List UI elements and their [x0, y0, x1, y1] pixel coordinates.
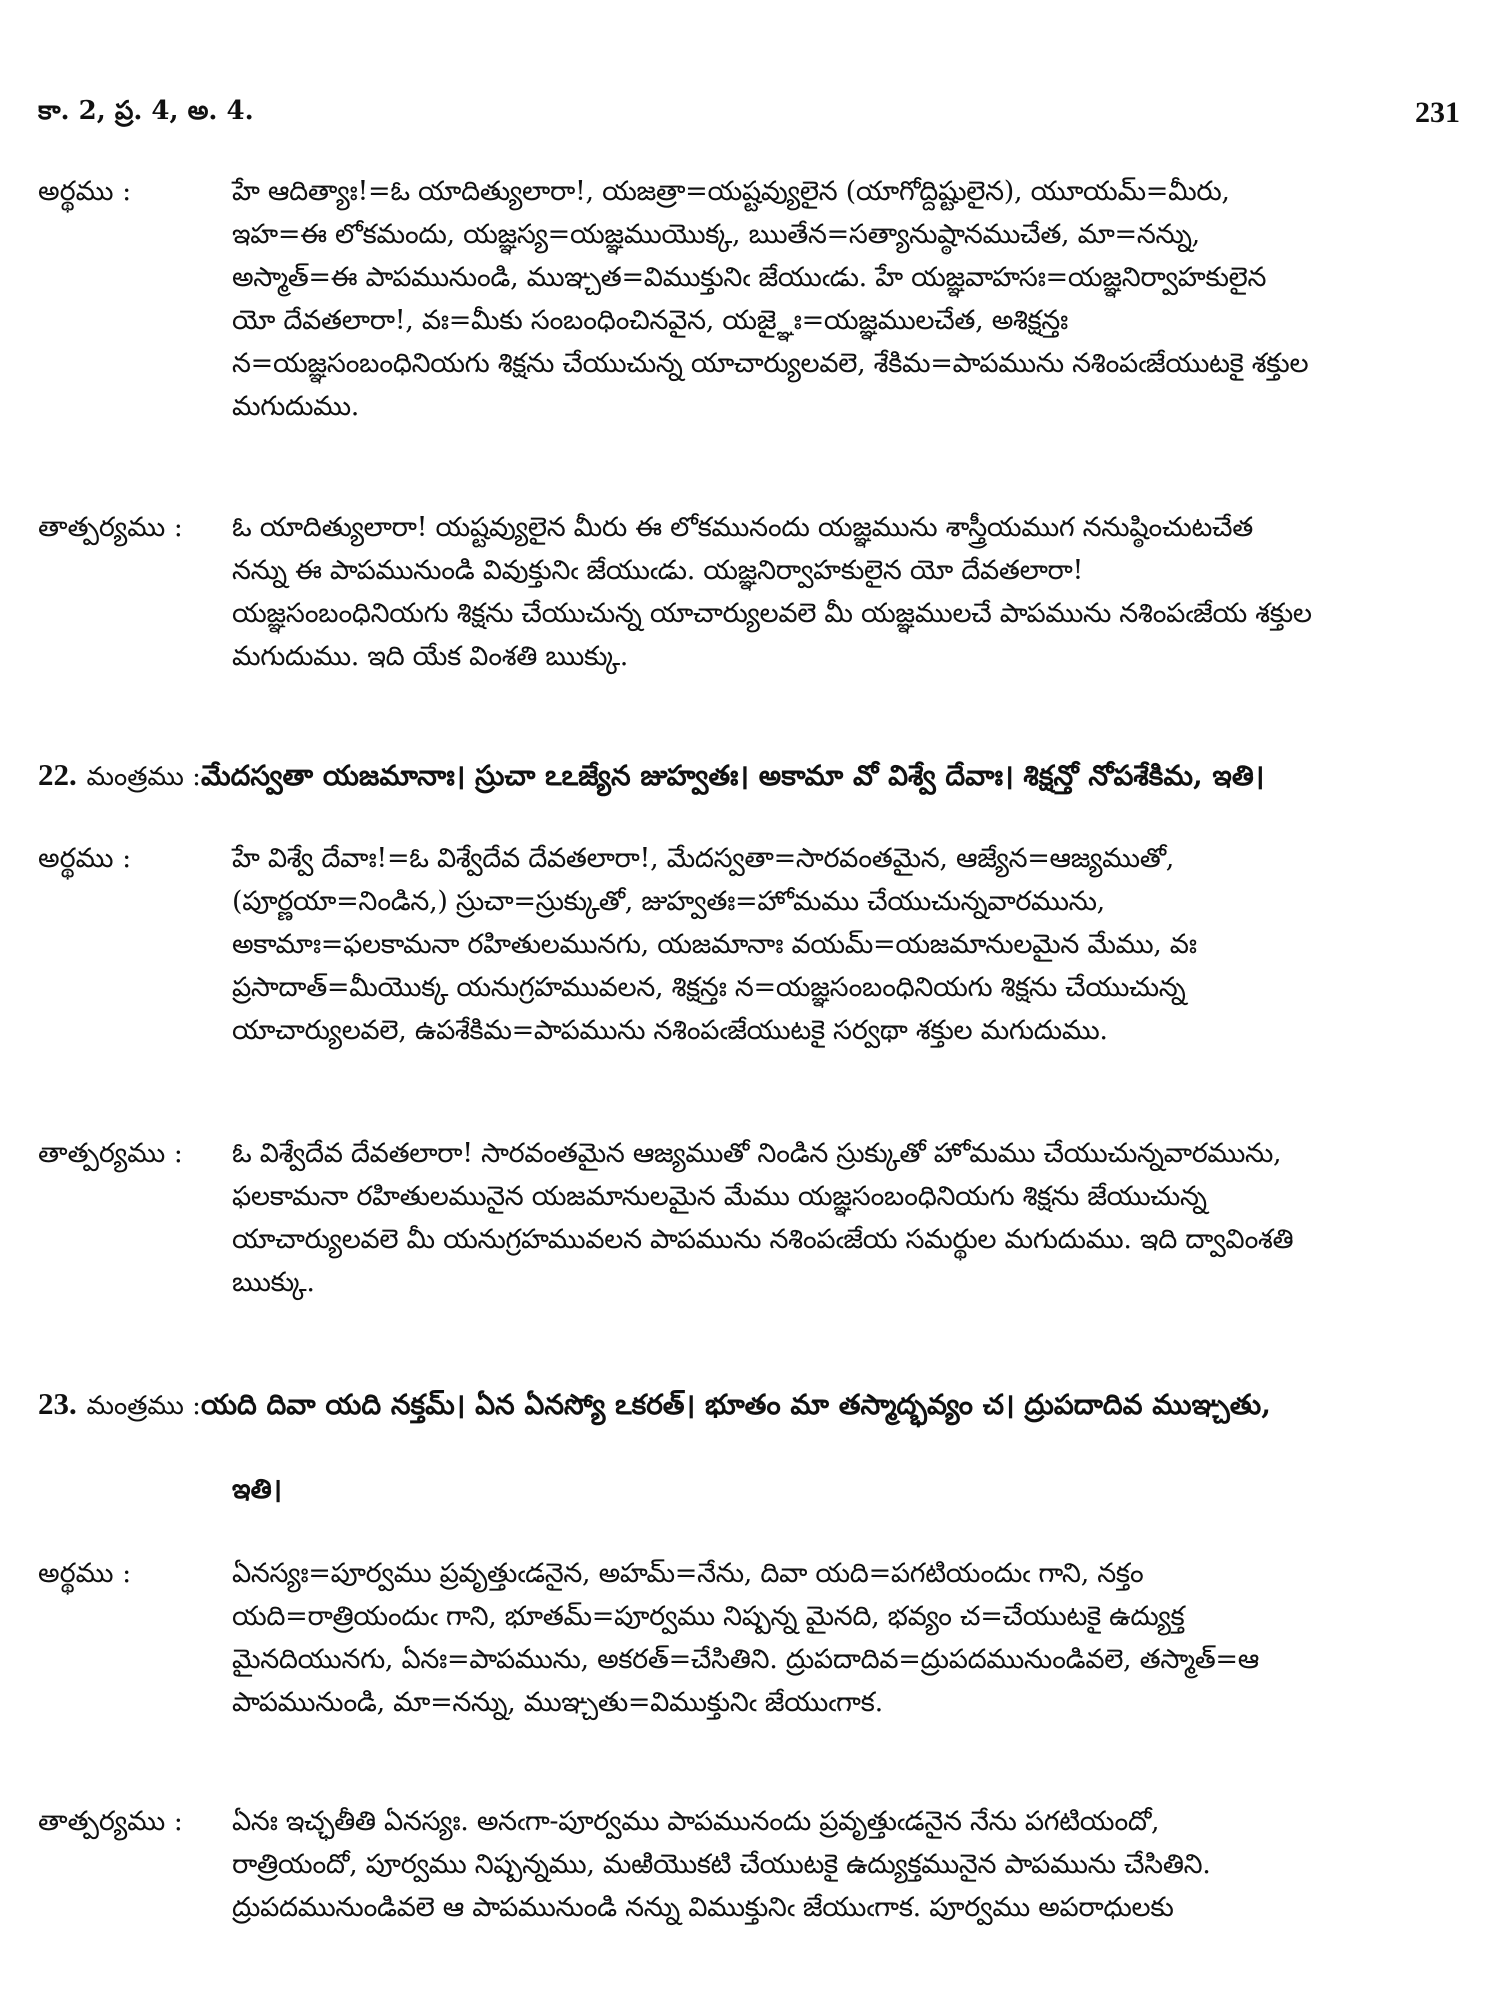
mantra-number: 22. [38, 757, 77, 792]
page-number: 231 [1415, 96, 1460, 129]
mantra-label: మంత్రము : [86, 1391, 201, 1421]
text-line: (పూర్ణయా=నిండిన,) స్రుచా=స్రుక్కుతో, జుహ్వతః=హోమము చేయుచున్నవారమును, [232, 886, 1105, 917]
block-text [232, 170, 1458, 428]
text-line: యాచార్యులవలె మీ యనుగ్రహమువలన పాపమును నశింపఁజేయ సమర్థుల మగుదుము. ఇది ద్వావింశతి [232, 1224, 1294, 1255]
text-line: యాచార్యులవలె, ఉపశేకిమ=పాపమును నశింపఁజేయుటకై సర్వథా శక్తుల మగుదుము. [232, 1015, 1108, 1046]
mantra-22 [38, 753, 1468, 799]
text-line: ప్రసాదాత్=మీయొక్క యనుగ్రహమువలన, శిక్షన్తః న=యజ్ఞసంబంధినియగు శిక్షను చేయుచున్న [232, 972, 1186, 1003]
text-line: ఋక్కు. [232, 1267, 315, 1298]
text-line: మగుదుము. ఇది యేక వింశతి ఋక్కు. [232, 641, 629, 672]
block-label: అర్థము : [38, 1558, 132, 1589]
text-line: ద్రుపదమునుండివలె ఆ పాపమునుండి నన్ను విముక్తునిఁ జేయుఁగాక. పూర్వము అపరాధులకు [232, 1892, 1174, 1923]
block-text [232, 1552, 1458, 1724]
text-line: ఫలకామనా రహితులమునైన యజమానులమైన మేము యజ్ఞసంబంధినియగు శిక్షను జేయుచున్న [232, 1181, 1207, 1212]
mantra-continuation: ఇతి। [232, 1474, 282, 1505]
block-label: అర్థము : [38, 176, 132, 207]
text-line: హే విశ్వే దేవాః!=ఓ విశ్వేదేవ దేవతలారా!, మేదస్వతా=సారవంతమైన, ఆజ్యేన=ఆజ్యముతో, [232, 843, 1175, 874]
block-text [232, 1132, 1458, 1304]
text-line: న=యజ్ఞసంబంధినియగు శిక్షను చేయుచున్న యాచార్యులవలె, శేకిమ=పాపమును నశింపఁజేయుటకై శక్తుల [232, 348, 1309, 379]
mantra-text: యది దివా యది నక్తమ్। ఏన ఏనస్యో ఽకరత్। భూతం మా తస్మాద్భవ్యం చ। ద్రుపదాదివ ముఞ్చతు, [200, 1388, 1271, 1421]
text-line: యజ్ఞసంబంధినియగు శిక్షను చేయుచున్న యాచార్యులవలె మీ యజ్ఞములచే పాపమును నశింపఁజేయ శక్తుల [232, 598, 1312, 629]
text-line: ఓ యాదిత్యులారా! యష్టవ్యులైన మీరు ఈ లోకమునందు యజ్ఞమును శాస్త్రీయముగ ననుష్ఠించుటచేత [232, 512, 1253, 543]
text-line: ఏనః ఇచ్ఛతీతి ఏనస్యః. అనఁగా-పూర్వము పాపమునందు ప్రవృత్తుఁడనైన నేను పగటియందో, [232, 1806, 1160, 1837]
text-line: ఓ విశ్వేదేవ దేవతలారా! సారవంతమైన ఆజ్యముతో నిండిన స్రుక్కుతో హోమము చేయుచున్నవారమును, [232, 1138, 1282, 1169]
mantra-text: మేదస్వతా యజమానాః। స్రుచా ఽఽజ్యేన జుహ్వతః। అకామా వో విశ్వే దేవాః। శిక్షన్తో నోపశేకిమ, ఇతి। [200, 759, 1265, 792]
text-line: నన్ను ఈ పాపమునుండి వివుక్తునిఁ జేయుఁడు. యజ్ఞనిర్వాహకులైన యో దేవతలారా! [232, 555, 1084, 586]
text-line: హే ఆదిత్యాః!=ఓ యాదిత్యులారా!, యజత్రా=యష్టవ్యులైన (యాగోద్దిష్టులైన), యూయమ్=మీరు, [232, 176, 1230, 207]
text-line: ఇహ=ఈ లోకమందు, యజ్ఞస్య=యజ్ఞముయొక్క, ఋతేన=సత్యానుష్ఠానముచేత, మా=నన్ను, [232, 219, 1200, 250]
text-line: మైనదియునగు, ఏనః=పాపమును, అకరత్=చేసితిని. ద్రుపదాదివ=ద్రుపదమునుండివలె, తస్మాత్=ఆ [232, 1644, 1260, 1675]
text-line: యో దేవతలారా!, వః=మీకు సంబంధించినవైన, యజ్ఞైః=యజ్ఞములచేత, అశిక్షన్తః [232, 305, 1068, 336]
text-line: ఏనస్యః=పూర్వము ప్రవృత్తుఁడనైన, అహమ్=నేను, దివా యది=పగటియందుఁ గాని, నక్తం [232, 1558, 1144, 1589]
block-text [232, 837, 1458, 1052]
block-text [232, 506, 1458, 678]
text-line: పాపమునుండి, మా=నన్ను, ముఞ్చతు=విముక్తునిఁ జేయుఁగాక. [232, 1687, 883, 1718]
mantra-23 [38, 1382, 1468, 1428]
section-reference: కా. 2, ప్ర. 4, అ. 4. [38, 96, 254, 126]
text-line: రాత్రియందో, పూర్వము నిష్పన్నము, మఱియొకటి చేయుటకై ఉద్యుక్తమునైన పాపమును చేసితిని. [232, 1849, 1211, 1880]
mantra-number: 23. [38, 1386, 77, 1421]
text-line: యది=రాత్రియందుఁ గాని, భూతమ్=పూర్వము నిష్పన్న మైనది, భవ్యం చ=చేయుటకై ఉద్యుక్త [232, 1601, 1185, 1632]
text-line: అకామాః=ఫలకామనా రహితులమునగు, యజమానాః వయమ్=యజమానులమైన మేము, వః [232, 929, 1197, 960]
block-label: అర్థము : [38, 843, 132, 874]
text-line: అస్మాత్=ఈ పాపమునుండి, ముఞ్చత=విముక్తునిఁ జేయుఁడు. హే యజ్ఞవాహసః=యజ్ఞనిర్వాహకులైన [232, 262, 1267, 293]
page-header [38, 96, 1460, 136]
block-label: తాత్పర్యము : [38, 512, 183, 543]
block-label: తాత్పర్యము : [38, 1138, 183, 1169]
block-text [232, 1800, 1458, 1929]
block-label: తాత్పర్యము : [38, 1806, 183, 1837]
text-line: మగుదుము. [232, 391, 360, 422]
mantra-label: మంత్రము : [86, 762, 201, 792]
